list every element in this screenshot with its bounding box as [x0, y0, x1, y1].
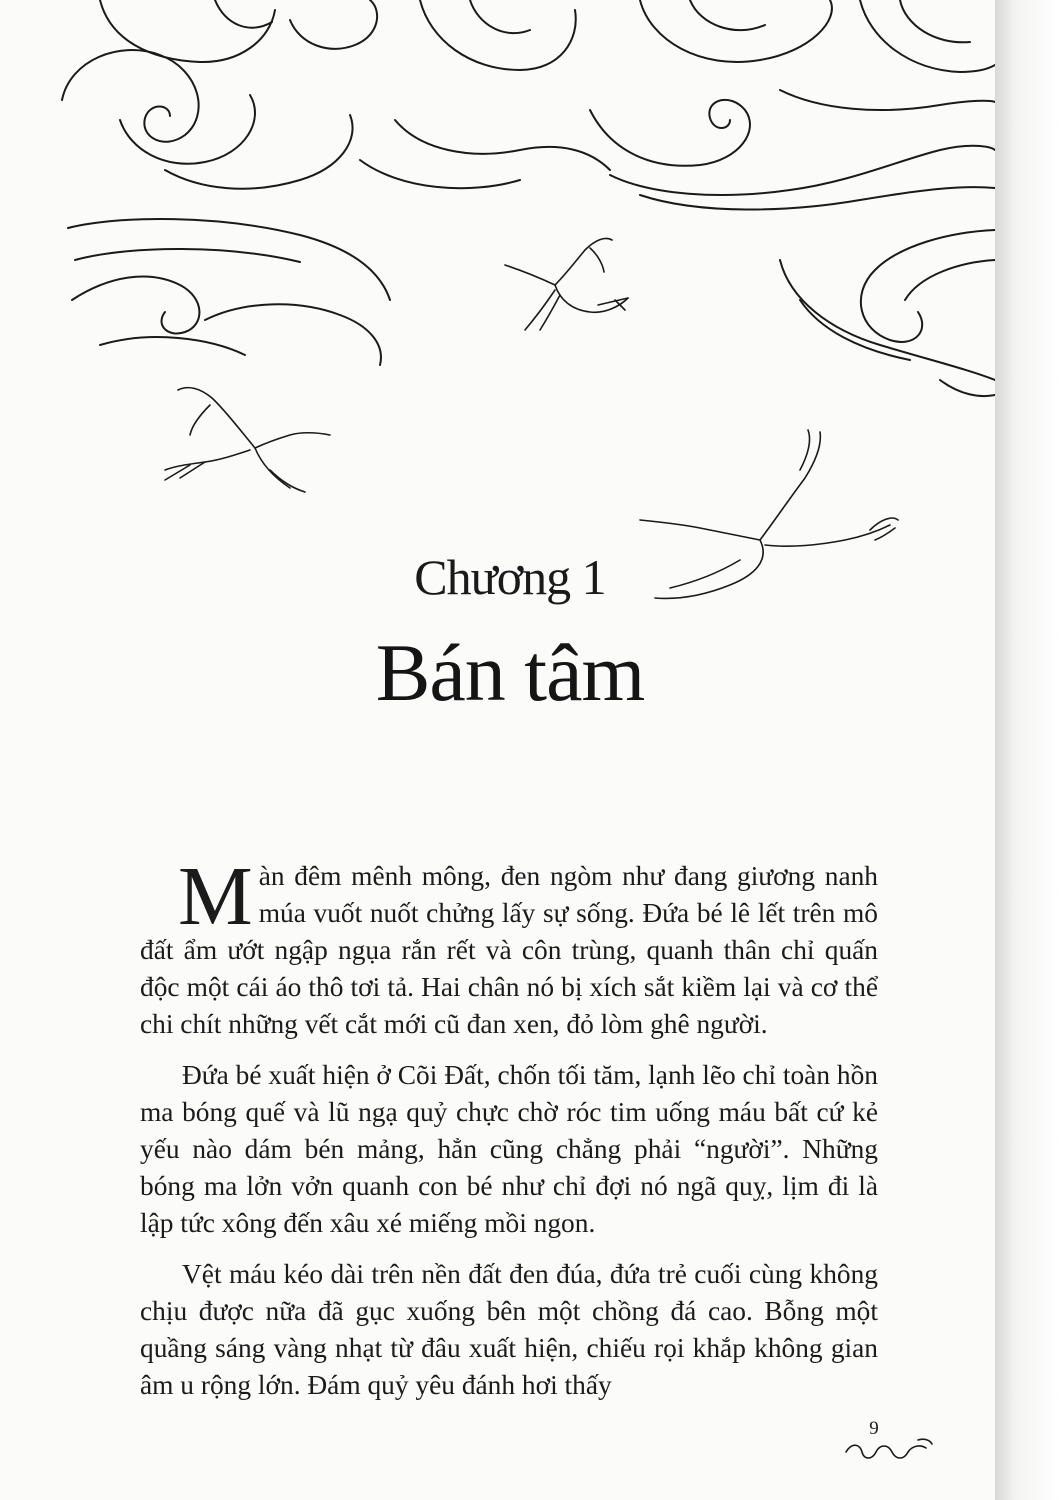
- crane-right: [640, 430, 898, 598]
- cloud-swirl-middle-right: [780, 230, 995, 396]
- cloud-swirl-top-right: [590, 0, 995, 210]
- page-number-ornament: [840, 1430, 940, 1470]
- page-edge-shadow: [995, 0, 1060, 1500]
- paragraph-2: Đứa bé xuất hiện ở Cõi Đất, chốn tối tăm, lạnh lẽo chỉ toàn hồn ma bóng quế và lũ ngạ quỷ chực chờ róc tim uống máu bất cứ kẻ yếu nào dám bén mảng, hẳn cũng chẳng phải “người”. Những bóng ma lởn vởn quanh con bé như chỉ đợi nó ngã quỵ, lịm đi là lập tức xông đến xâu xé miếng mồi ngon.: [140, 1060, 878, 1238]
- drop-cap: M: [178, 850, 253, 943]
- paragraph-1-text: àn đêm mênh mông, đen ngòm như đang giương nanh múa vuốt nuốt chửng lấy sự sống. Đứa bé lê lết trên mô đất ẩm ướt ngập ngụa rắn rết và côn trùng, quanh thân chỉ quấn độc một cái áo thô tơi tả. Hai chân nó bị xích sắt kiềm lại và cơ thể chi chít những vết cắt mới cũ đan xen, đỏ lòm ghê người.: [140, 861, 878, 1039]
- paragraph-1: [140, 850, 878, 1043]
- page-number: 9: [869, 1418, 879, 1439]
- crane-top-center: [505, 238, 628, 330]
- cloud-swirl-middle-left: [68, 219, 390, 365]
- chapter-title: Bán tâm: [375, 627, 645, 718]
- paragraph-3: Vệt máu kéo dài trên nền đất đen đúa, đứa trẻ cuối cùng không chịu được nữa đã gục xuống bên một chồng đá cao. Bỗng một quầng sáng vàng nhạt từ đâu xuất hiện, chiếu rọi khắp không gian âm u rộng lớn. Đám quỷ yêu đánh hơi thấy: [140, 1259, 878, 1400]
- chapter-body: [140, 850, 878, 1418]
- chapter-label: Chương 1: [414, 549, 606, 605]
- crane-left: [165, 388, 330, 492]
- cloud-crane-illustration: [0, 0, 995, 640]
- cloud-swirl-top-left: [62, 0, 610, 189]
